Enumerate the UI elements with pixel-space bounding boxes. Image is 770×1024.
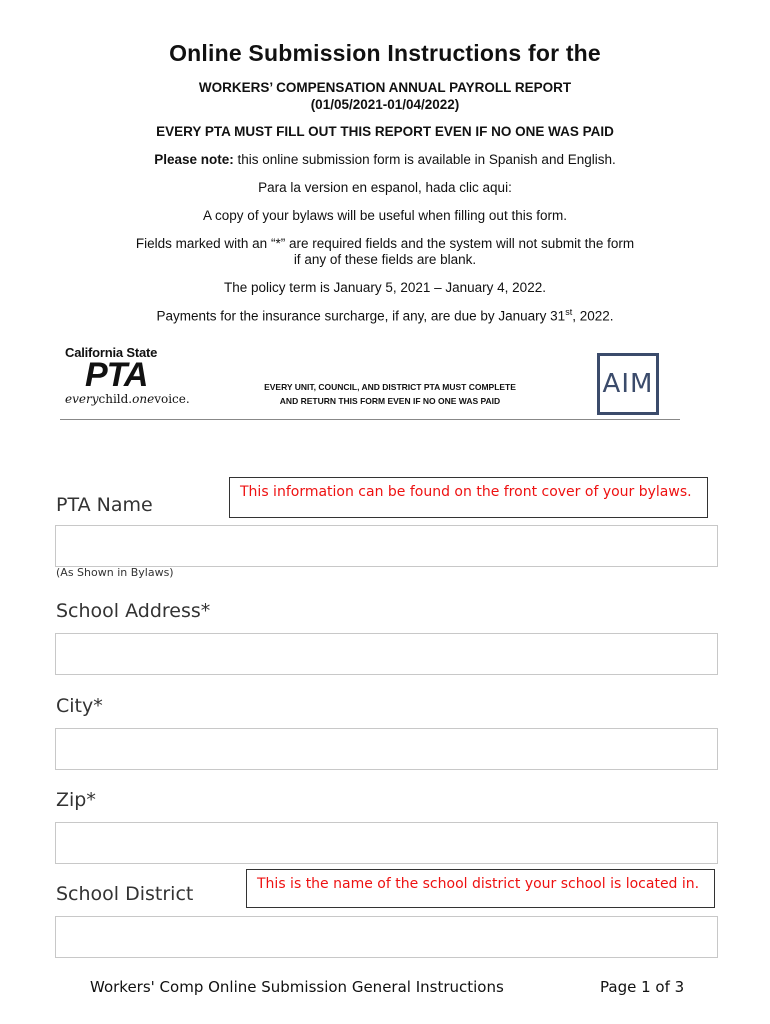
banner-notice-line2: AND RETURN THIS FORM EVEN IF NO ONE WAS PAID bbox=[279, 396, 501, 406]
school-address-label: School Address* bbox=[56, 600, 211, 622]
pta-tagline-b: child. bbox=[98, 392, 133, 406]
pta-tagline-a: every bbox=[65, 392, 99, 406]
required-note-line1: Fields marked with an “*” are required fields and the system will not submit the form bbox=[135, 236, 635, 251]
payments-sup: st bbox=[565, 307, 573, 317]
zip-label: Zip* bbox=[56, 789, 96, 811]
pta-logo-big: PTA bbox=[85, 356, 148, 394]
payments-post: , 2022. bbox=[572, 308, 614, 324]
school-district-input[interactable] bbox=[55, 916, 718, 958]
payments-pre: Payments for the insurance surcharge, if any, are due by January 31 bbox=[156, 308, 566, 324]
banner-notice bbox=[230, 380, 550, 408]
date-range: (01/05/2021-01/04/2022) bbox=[310, 97, 460, 112]
pta-tagline bbox=[65, 392, 195, 406]
page-number: Page 1 of 3 bbox=[600, 978, 685, 996]
school-district-hint: This is the name of the school district your school is located in. bbox=[246, 869, 715, 908]
bylaws-note: A copy of your bylaws will be useful when filling out this form. bbox=[203, 208, 567, 223]
banner-notice-line1: EVERY UNIT, COUNCIL, AND DISTRICT PTA MUST COMPLETE bbox=[264, 382, 516, 392]
banner-divider bbox=[60, 419, 680, 420]
school-address-input[interactable] bbox=[55, 633, 718, 675]
school-district-label: School District bbox=[56, 883, 194, 905]
policy-term: The policy term is January 5, 2021 – January 4, 2022. bbox=[224, 280, 546, 295]
pta-name-hint: This information can be found on the front cover of your bylaws. bbox=[229, 477, 708, 518]
city-label: City* bbox=[56, 695, 103, 717]
every-pta-notice: EVERY PTA MUST FILL OUT THIS REPORT EVEN IF NO ONE WAS PAID bbox=[156, 124, 614, 139]
footer-left: Workers' Comp Online Submission General Instructions bbox=[90, 978, 504, 996]
payments-due bbox=[0, 307, 770, 324]
note-line bbox=[0, 152, 770, 167]
city-input[interactable] bbox=[55, 728, 718, 770]
zip-input[interactable] bbox=[55, 822, 718, 864]
note-label: Please note: bbox=[154, 152, 234, 167]
required-note-line2: if any of these fields are blank. bbox=[293, 252, 477, 267]
pta-name-input[interactable] bbox=[55, 525, 718, 567]
pta-logo-top: California State bbox=[65, 345, 158, 360]
report-name: WORKERS’ COMPENSATION ANNUAL PAYROLL REPORT bbox=[198, 80, 572, 95]
aim-logo: AIM bbox=[597, 353, 659, 415]
california-pta-logo bbox=[65, 345, 195, 417]
pta-name-label: PTA Name bbox=[56, 494, 153, 516]
page-title: Online Submission Instructions for the bbox=[169, 40, 601, 66]
pta-tagline-c: one bbox=[132, 392, 155, 406]
spanish-link[interactable]: Para la version en espanol, hada clic aqui: bbox=[258, 180, 512, 195]
note-text: this online submission form is available in Spanish and English. bbox=[233, 152, 616, 167]
pta-tagline-d: voice. bbox=[154, 392, 190, 406]
pta-name-sublabel: (As Shown in Bylaws) bbox=[56, 566, 174, 579]
